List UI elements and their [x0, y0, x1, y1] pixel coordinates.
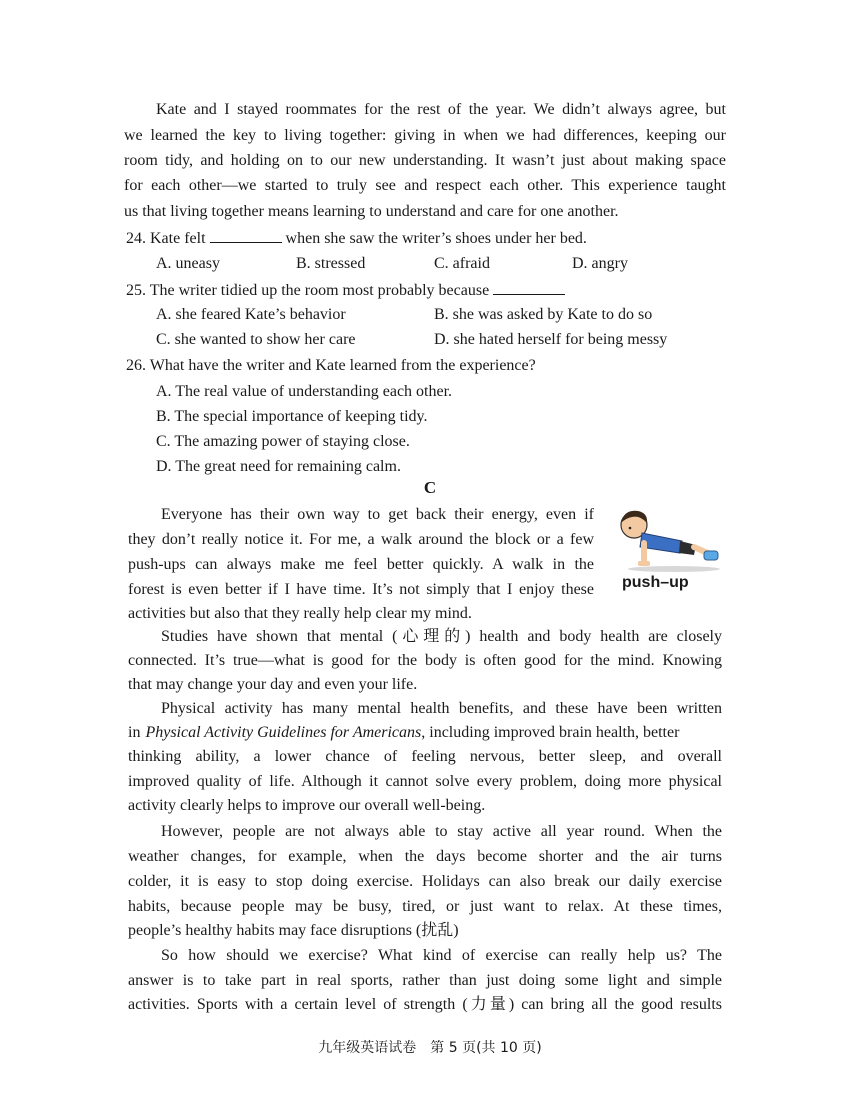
option: C. she wanted to show her care	[156, 331, 356, 348]
section-title: C	[423, 478, 437, 497]
passage-line: people’s healthy habits may face disruptions (扰乱)	[128, 922, 459, 939]
text: in	[128, 724, 141, 741]
passage-line: weather changes, for example, when the days become shorter and the air turns	[128, 848, 722, 865]
passage-line: activity clearly helps to improve our overall well-being.	[128, 797, 486, 814]
option: D. angry	[572, 255, 628, 272]
passage-line: they don’t really notice it. For me, a walk around the block or a few	[128, 531, 594, 548]
option: A. uneasy	[156, 255, 220, 272]
option: A. she feared Kate’s behavior	[156, 306, 346, 323]
option: B. stressed	[296, 255, 366, 272]
option: B. The special importance of keeping tidy.	[156, 408, 428, 425]
option: D. The great need for remaining calm.	[156, 458, 401, 475]
question-25	[126, 280, 565, 301]
passage-line: push-ups can always make me feel better quickly. A walk in the	[128, 556, 594, 573]
option: D. she hated herself for being messy	[434, 331, 668, 348]
text: , including improved brain health, better	[421, 724, 680, 741]
question-26	[126, 356, 536, 376]
figure-caption: push–up	[622, 574, 689, 591]
answer-blank	[493, 280, 565, 295]
option: C. The amazing power of staying close.	[156, 433, 410, 450]
passage-line: thinking ability, a lower chance of feeling nervous, better sleep, and overall	[128, 748, 722, 765]
passage-line: answer is to take part in real sports, rather than just doing some light and simple	[128, 972, 722, 989]
passage-line	[128, 723, 722, 743]
passage-line: connected. It’s true—what is good for the body is often good for the mind. Knowing	[128, 652, 722, 669]
passage-line: forest is even better if I have time. It’s not simply that I enjoy these	[128, 581, 594, 598]
option: A. The real value of understanding each other.	[156, 383, 453, 400]
passage-line: for each other—we started to truly see and respect each other. This experience taught	[124, 177, 726, 194]
question-number: 25.	[126, 282, 146, 299]
question-stem: when she saw the writer’s shoes under her bed.	[285, 230, 587, 247]
passage-line: Kate and I stayed roommates for the rest of the year. We didn’t always agree, but	[156, 101, 726, 118]
question-number: 24.	[126, 230, 146, 247]
passage-line: Everyone has their own way to get back their energy, even if	[161, 506, 594, 523]
passage-line: habits, because people may be busy, tired, or just want to relax. At these times,	[128, 898, 722, 915]
question-24	[126, 228, 587, 249]
book-title: Physical Activity Guidelines for Americans	[145, 724, 422, 741]
page-footer: 九年级英语试卷 第 5 页(共 10 页)	[318, 1040, 542, 1056]
passage-line: colder, it is easy to stop doing exercise. Holidays can also break our daily exercise	[128, 873, 722, 890]
question-stem: Kate felt	[150, 230, 206, 247]
option: B. she was asked by Kate to do so	[434, 306, 653, 323]
passage-line: activities but also that they really help clear my mind.	[128, 605, 472, 622]
passage-line: us that living together means learning to understand and care for one another.	[124, 203, 619, 220]
passage-line: So how should we exercise? What kind of exercise can really help us? The	[161, 947, 722, 964]
passage-line: However, people are not always able to stay active all year round. When the	[161, 823, 722, 840]
passage-line: activities. Sports with a certain level of strength (力量) can bring all the good results	[128, 996, 722, 1013]
option: C. afraid	[434, 255, 490, 272]
question-stem: The writer tidied up the room most probably because	[149, 282, 490, 299]
answer-blank	[210, 228, 282, 243]
passage-line: improved quality of life. Although it cannot solve every problem, doing more physical	[128, 773, 722, 790]
question-stem: What have the writer and Kate learned from the experience?	[149, 357, 536, 374]
passage-line: we learned the key to living together: giving in when we had differences, keeping our	[124, 127, 726, 144]
passage-line: Physical activity has many mental health benefits, and these have been written	[161, 700, 722, 717]
question-number: 26.	[126, 357, 146, 374]
passage-line: that may change your day and even your life.	[128, 676, 418, 693]
passage-line: Studies have shown that mental (心理的) health and body health are closely	[161, 628, 722, 645]
passage-line: room tidy, and holding on to our new understanding. It wasn’t just about making space	[124, 152, 726, 169]
